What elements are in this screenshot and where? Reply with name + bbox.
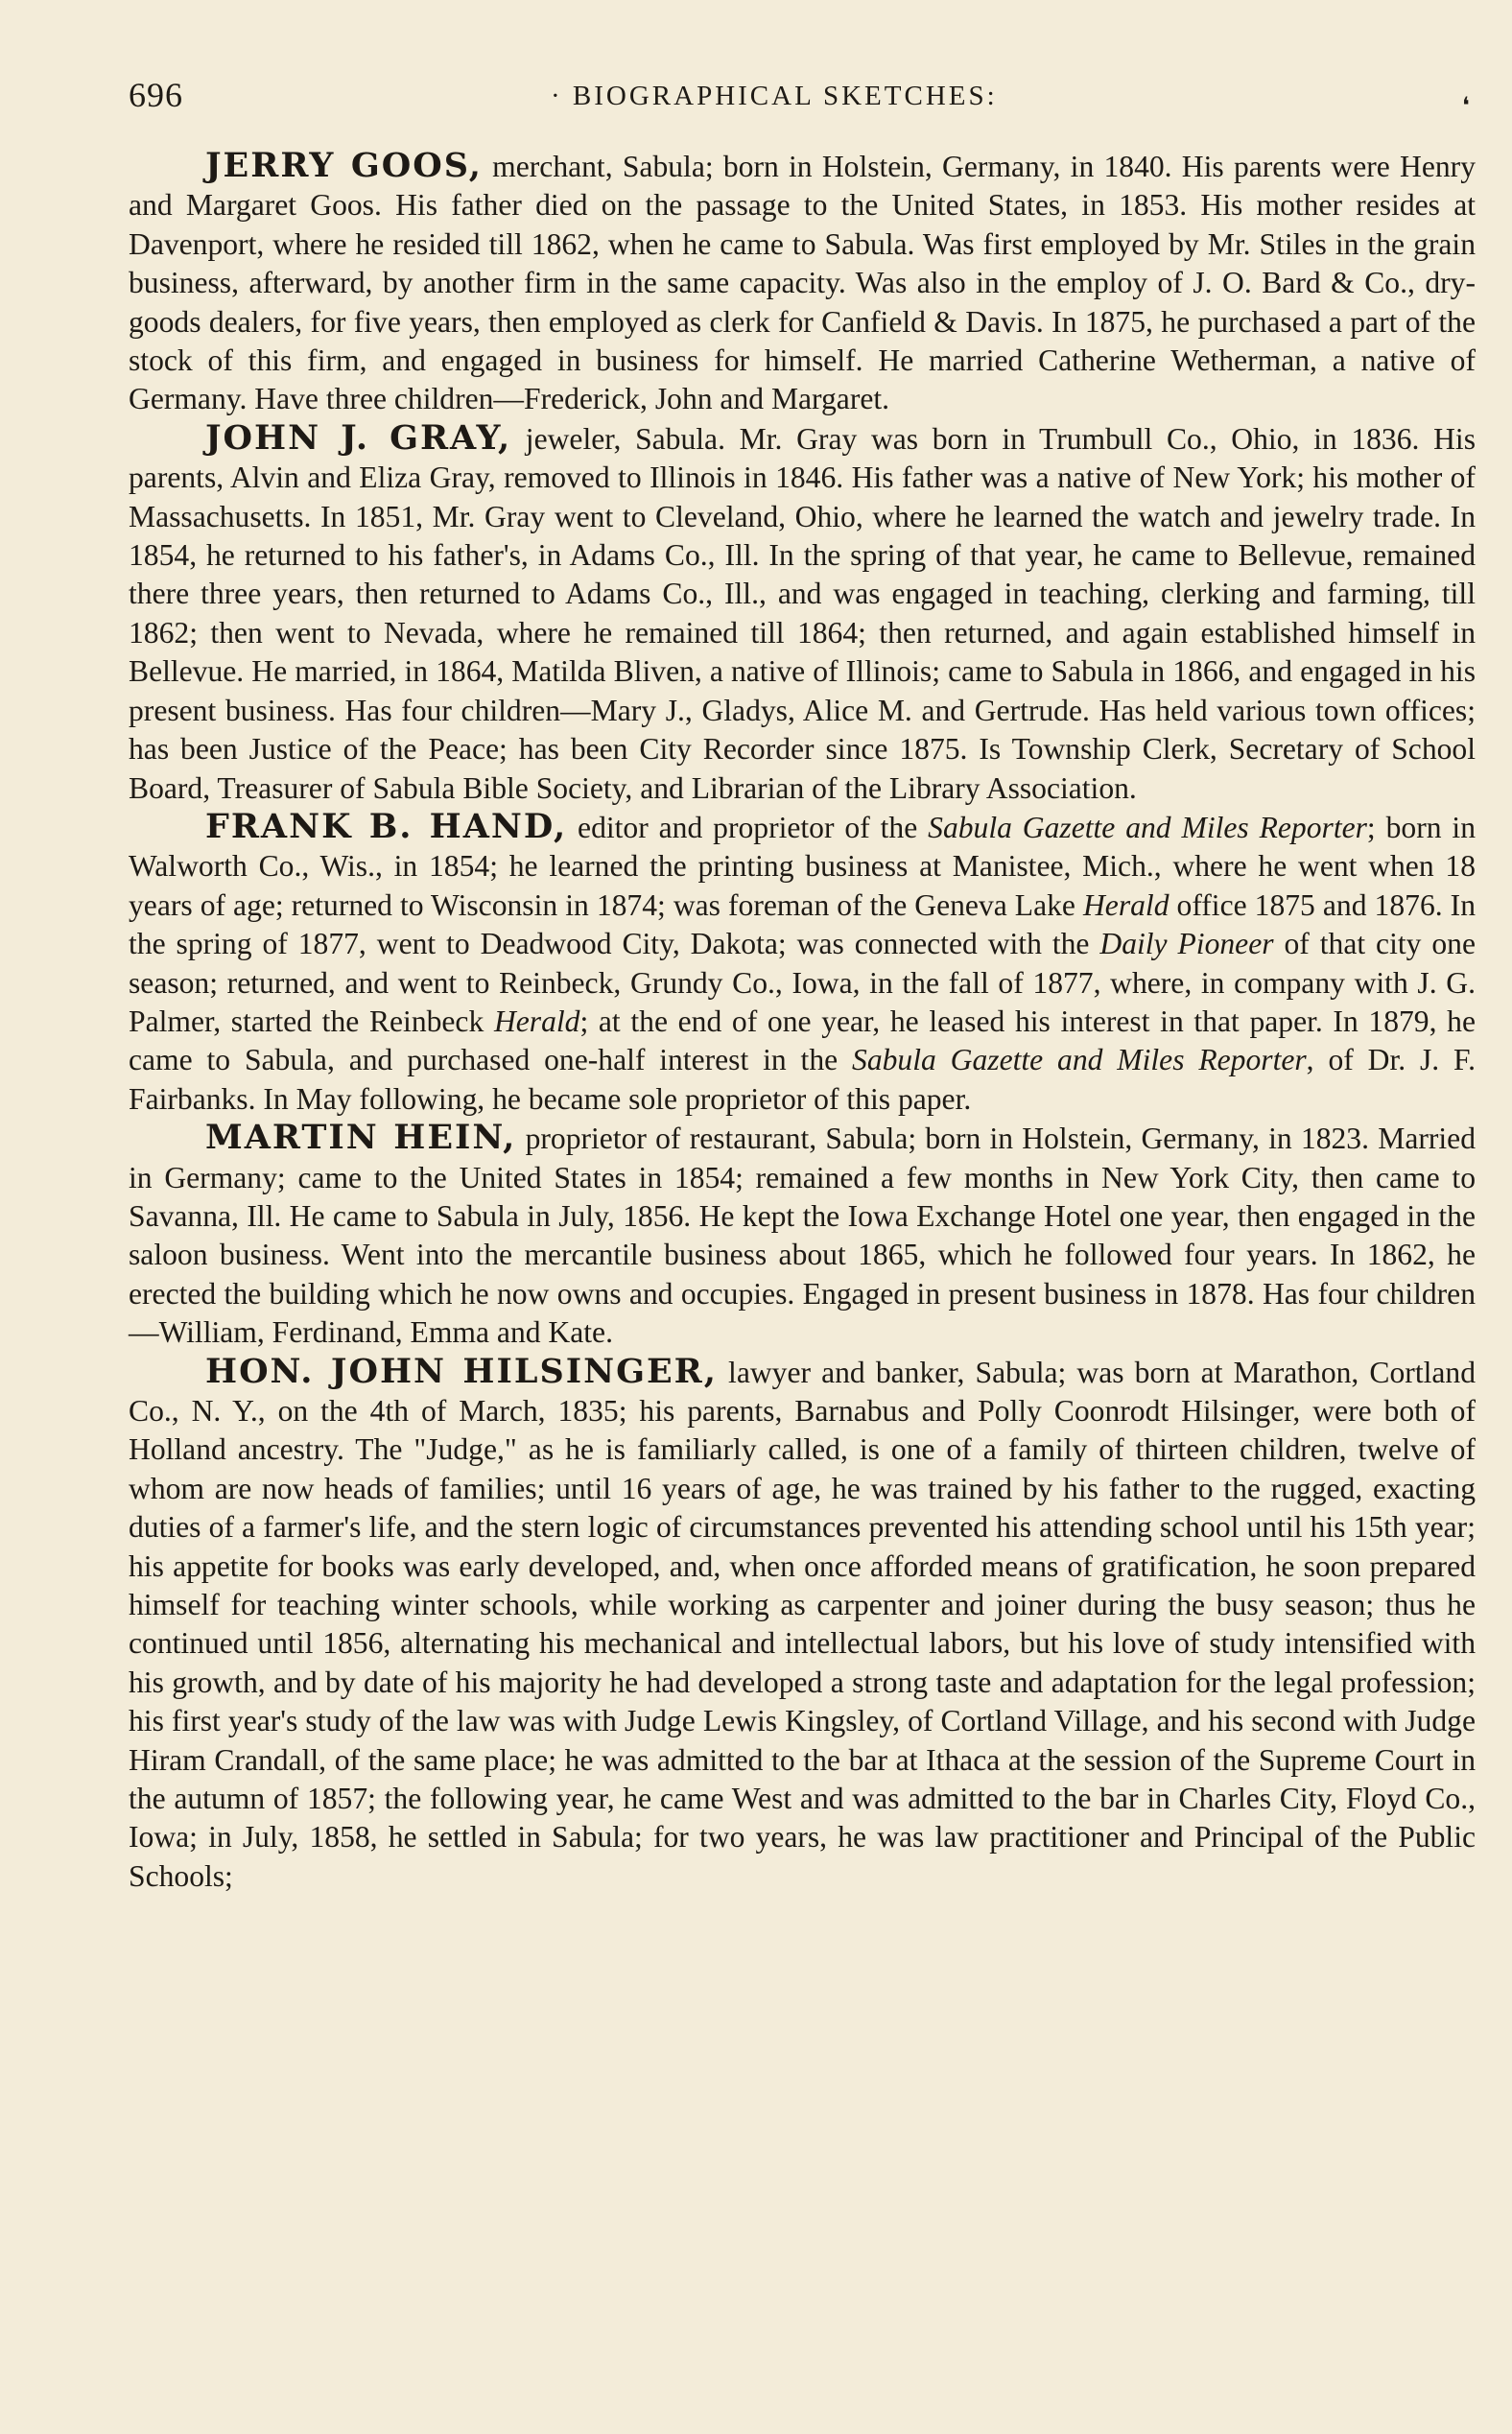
- sketch-text: merchant, Sabula; born in Holstein, Germany, in 1840. His parents were Henry and Margaret Goos. His father died on the passage to the United States, in 1853. His mother resides at Davenport, where he resided till 1862, when he came to Sabula. Was first employed by Mr. Stiles in the grain business, afterward, by another firm in the same capacity. Was also in the employ of J. O. Bard & Co., dry-goods dealers, for five years, then employed as clerk for Canfield & Davis. In 1875, he purchased a part of the stock of this firm, and engaged in business for himself. He married Catherine Wetherman, a native of Germany. Have three children—Frederick, John and Margaret.: [129, 150, 1476, 416]
- margin-mark: ❛: [1462, 94, 1470, 119]
- newspaper-title: Sabula Gazette and Miles Reporter: [928, 810, 1367, 844]
- sketch-john-j-gray: [129, 419, 1476, 808]
- running-head: · BIOGRAPHICAL SKETCHES:: [551, 81, 998, 111]
- page-header: [129, 75, 1470, 123]
- page-number: 696: [129, 76, 183, 114]
- sketch-name: MARTIN HEIN,: [205, 1118, 517, 1158]
- sketch-text: editor and proprietor of the: [567, 810, 929, 844]
- sketch-text: ; born in Walworth Co., Wis., in 1854; he learned the printing business at Manistee, Mich., where he went when 18 years of age; returned to Wisconsin in 1874; was foreman of the Geneva Lake: [129, 810, 1476, 922]
- sketch-text: jeweler, Sabula. Mr. Gray was born in Trumbull Co., Ohio, in 1836. His parents, Alvin and Eliza Gray, removed to Illinois in 1846. His father was a native of New York; his mother of Massachusetts. In 1851, Mr. Gray went to Cleveland, Ohio, where he learned the watch and jewelry trade. In 1854, he returned to his father's, in Adams Co., Ill. In the spring of that year, he came to Bellevue, remained there three years, then returned to Adams Co., Ill., and was engaged in teaching, clerking and farming, till 1862; then went to Nevada, where he remained till 1864; then returned, and again established himself in Bellevue. He married, in 1864, Matilda Bliven, a native of Illinois; came to Sabula in 1866, and engaged in his present business. Has four children—Mary J., Gladys, Alice M. and Gertrude. Has held various town offices; has been Justice of the Peace; has been City Recorder since 1875. Is Township Clerk, Secretary of School Board, Treasurer of Sabula Bible Society, and Librarian of the Library Association.: [129, 421, 1476, 805]
- newspaper-title: Herald: [493, 1004, 580, 1038]
- sketch-martin-hein: [129, 1119, 1476, 1352]
- sketch-text: ; at the end of one year, he leased his interest in that paper. In 1879, he came to Sabula, and purchased one-half interest in the: [129, 1004, 1476, 1077]
- sketch-text: office 1875 and 1876. In the spring of 1877, went to Deadwood City, Dakota; was connected with the: [129, 887, 1476, 961]
- sketch-text: of that city one season; returned, and went to Reinbeck, Grundy Co., Iowa, in the fall of 1877, where, in company with J. G. Palmer, started the Reinbeck: [129, 927, 1476, 1038]
- sketch-name: FRANK B. HAND,: [205, 806, 568, 846]
- sketch-text: , of Dr. J. F. Fairbanks. In May following, he became sole proprietor of this paper.: [129, 1043, 1476, 1116]
- sketch-text: proprietor of restaurant, Sabula; born in Holstein, Germany, in 1823. Married in Germany; came to the United States in 1854; remained a few months in New York City, then came to Savanna, Ill. He came to Sabula in July, 1856. He kept the Iowa Exchange Hotel one year, then engaged in the saloon business. Went into the mercantile business about 1865, which he followed four years. In 1862, he erected the building which he now owns and occupies. Engaged in present business in 1878. Has four children—William, Ferdinand, Emma and Kate.: [129, 1122, 1476, 1350]
- sketch-name: JOHN J. GRAY,: [205, 417, 512, 458]
- sketch-text: lawyer and banker, Sabula; was born at Marathon, Cortland Co., N. Y., on the 4th of March, 1835; his parents, Barnabus and Polly Coonrodt Hilsinger, were both of Holland ancestry. The "Judge," as he is familiarly called, is one of a family of thirteen children, twelve of whom are now heads of families; until 16 years of age, he was trained by his father to the rugged, exacting duties of a farmer's life, and the stern logic of circumstances prevented his attending school until his 15th year; his appetite for books was early developed, and, when once afforded means of gratification, he soon prepared himself for teaching winter schools, while working as carpenter and joiner during the busy season; thus he continued until 1856, alternating his mechanical and intellectual labors, but his love of study intensified with his growth, and by date of his majority he had developed a strong taste and adaptation for the legal profession; his first year's study of the law was with Judge Lewis Kingsley, of Cortland Village, and his second with Judge Hiram Crandall, of the same place; he was admitted to the bar at Ithaca at the session of the Supreme Court in the autumn of 1857; the following year, he came West and was admitted to the bar in Charles City, Floyd Co., Iowa; in July, 1858, he settled in Sabula; for two years, he was law practitioner and Principal of the Public Schools;: [129, 1355, 1476, 1893]
- newspaper-title: Sabula Gazette and Miles Reporter: [852, 1043, 1307, 1077]
- newspaper-title: Herald: [1082, 887, 1169, 922]
- sketch-john-hilsinger: [129, 1353, 1476, 1897]
- newspaper-title: Daily Pioneer: [1099, 927, 1274, 961]
- sketch-name: HON. JOHN HILSINGER,: [205, 1351, 718, 1391]
- sketch-frank-b-hand: [129, 808, 1476, 1119]
- page-body: [129, 147, 1476, 1896]
- sketch-name: JERRY GOOS,: [205, 146, 483, 185]
- sketch-jerry-goos: [129, 147, 1476, 419]
